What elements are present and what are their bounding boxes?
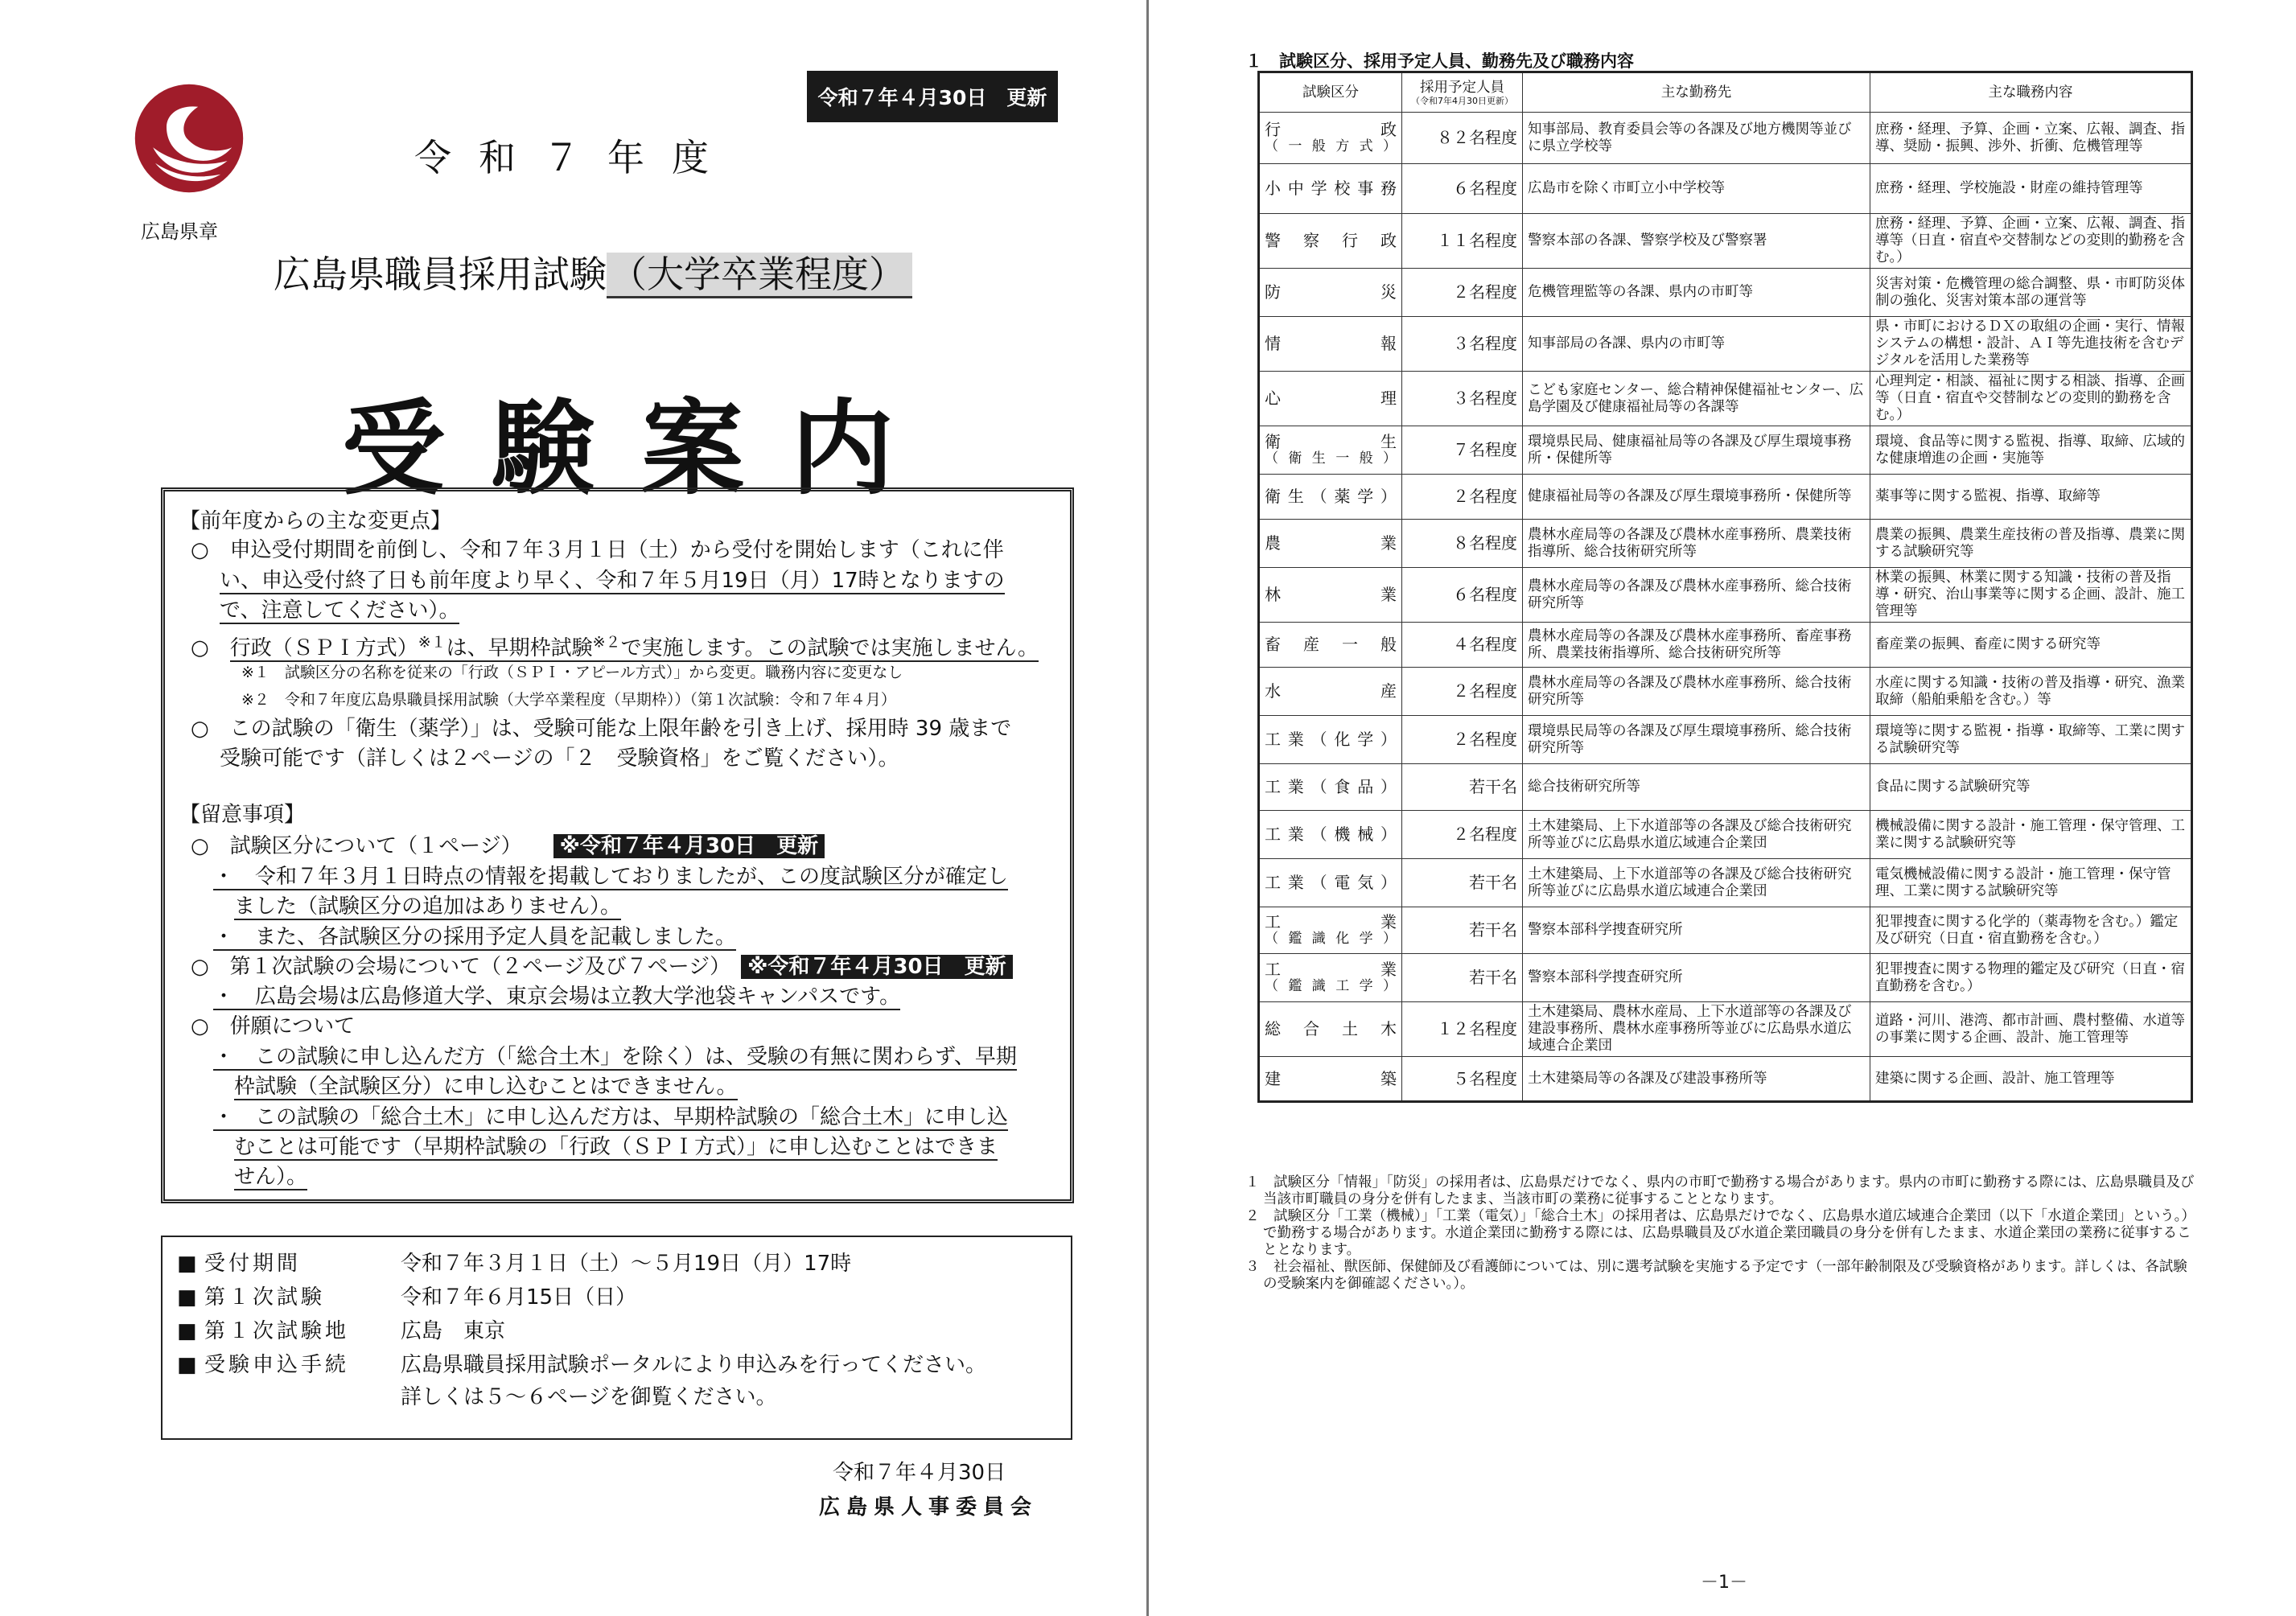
header-workplace: 主な勤務先 (1523, 72, 1870, 113)
table-row (1259, 317, 2192, 372)
row-count: 若干名 (1402, 907, 1523, 954)
page-number: －1－ (1701, 1573, 1747, 1593)
change-item: ○ この試験の「衛生（薬学）」は、受験可能な上限年齢を引き上げ、採用時 39 歳まで (191, 717, 1012, 741)
row-category: 工業 （鑑識化学） (1259, 907, 1402, 954)
row-duties: 庶務・経理、予算、企画・立案、広報、調査、指導等（日直・宿直や交替制などの変則的勤務を含む。） (1870, 214, 2192, 269)
table-row (1259, 475, 2192, 520)
fiscal-year: 令和７年度 (414, 136, 736, 179)
row-count: ４名程度 (1402, 623, 1523, 668)
row-duties: 薬事等に関する監視、指導、取締等 (1870, 475, 2192, 520)
table-row (1259, 623, 2192, 668)
note-item: 枠試験（全試験区分）に申し込むことはできません。 (234, 1075, 738, 1099)
table-row (1259, 113, 2192, 164)
row-category: 林業 (1259, 568, 1402, 623)
row-count: ７名程度 (1402, 426, 1523, 475)
row-duties: 環境等に関する監視・指導・取締等、工業に関する試験研究等 (1870, 716, 2192, 764)
row-duties: 犯罪捜査に関する化学的（薬毒物を含む。）鑑定及び研究（日直・宿直勤務を含む。） (1870, 907, 2192, 954)
schedule-extra: 詳しくは５～６ページを御覧ください。 (401, 1385, 777, 1409)
row-workplace: 警察本部科学捜査研究所 (1523, 954, 1870, 1002)
row-duties: 建築に関する企画、設計、施工管理等 (1870, 1057, 2192, 1102)
row-category: 畜産一般 (1259, 623, 1402, 668)
row-category: 農業 (1259, 520, 1402, 568)
footer-date: 令和７年４月30日 (833, 1461, 1006, 1485)
note-item: ・ 広島会場は広島修道大学、東京会場は立教大学池袋キャンパスです。 (213, 985, 901, 1009)
note-item: ・ 令和７年３月１日時点の情報を掲載しておりましたが、この度試験区分が確定し (213, 865, 1009, 889)
exam-title-main: 広島県職員採用試験 (274, 253, 607, 296)
table-note: ３ 社会福祉、獣医師、保健師及び看護師については、別に選考試験を実施する予定です（一部年齢制限及び受験資格があります。詳しくは、各試験の受験案内を御確認ください。）。 (1245, 1259, 2187, 1292)
row-category: 水産 (1259, 668, 1402, 716)
square-bullet-icon: ■ (177, 1319, 197, 1343)
row-count: ２名程度 (1402, 811, 1523, 859)
change-footnote: ※２ 令和７年度広島県職員採用試験（大学卒業程度（早期枠））（第１次試験：令和７年４月） (241, 691, 896, 709)
row-category: 心理 (1259, 372, 1402, 426)
row-workplace: 農林水産局等の各課及び農林水産事務所、総合技術研究所等 (1523, 668, 1870, 716)
emblem-caption: 広島県章 (141, 220, 218, 243)
table-row (1259, 764, 2192, 811)
updated-badge: 令和７年４月30日 更新 (807, 71, 1058, 122)
row-workplace: こども家庭センター、総合精神保健福祉センター、広島学園及び健康福祉局等の各課等 (1523, 372, 1870, 426)
row-category: 小中学校事務 (1259, 164, 1402, 214)
table-note: ２ 試験区分「工業（機械）」「工業（電気）」「総合土木」の採用者は、広島県だけでなく、広島県水道広域連合企業団（以下「水道企業団」という。）で勤務する場合があります。水道企業団に勤務する際には、広島県職員及び水道企業団職員の身分を併有したまま、水道企業団の業務に従事することとなります。 (1245, 1208, 2191, 1258)
row-category: 工業（食品） (1259, 764, 1402, 811)
row-count: １２名程度 (1402, 1002, 1523, 1057)
row-count: ２名程度 (1402, 716, 1523, 764)
schedule-box (161, 1236, 1072, 1440)
row-count: 若干名 (1402, 859, 1523, 907)
row-duties: 機械設備に関する設計・施工管理・保守管理、工業に関する試験研究等 (1870, 811, 2192, 859)
row-workplace: 土木建築局等の各課及び建設事務所等 (1523, 1057, 1870, 1102)
row-count: ６名程度 (1402, 568, 1523, 623)
row-workplace: 土木建築局、上下水道部等の各課及び総合技術研究所等並びに広島県水道広域連合企業団 (1523, 859, 1870, 907)
row-workplace: 農林水産局等の各課及び農林水産事務所、農業技術指導所、総合技術研究所等 (1523, 520, 1870, 568)
square-bullet-icon: ■ (177, 1285, 197, 1310)
row-workplace: 健康福祉局等の各課及び厚生環境事務所・保健所等 (1523, 475, 1870, 520)
table-header-row (1259, 72, 2192, 113)
row-count: ２名程度 (1402, 269, 1523, 317)
row-duties: 犯罪捜査に関する物理的鑑定及び研究（日直・宿直勤務を含む。） (1870, 954, 2192, 1002)
row-category: 工業 （鑑識工学） (1259, 954, 1402, 1002)
exam-category-table (1257, 71, 2193, 1103)
table-row (1259, 811, 2192, 859)
row-workplace: 環境県民局、健康福祉局等の各課及び厚生環境事務所・保健所等 (1523, 426, 1870, 475)
table-heading: １ 試験区分、採用予定人員、勤務先及び職務内容 (1245, 51, 1634, 71)
row-category: 工業（化学） (1259, 716, 1402, 764)
change-item: 受験可能です（詳しくは２ページの「２ 受験資格」をご覧ください）。 (220, 746, 899, 771)
row-workplace: 知事部局の各課、県内の市町等 (1523, 317, 1870, 372)
table-row (1259, 1002, 2192, 1057)
exam-title (274, 245, 912, 298)
header-category: 試験区分 (1259, 72, 1402, 113)
row-count: ５名程度 (1402, 1057, 1523, 1102)
row-count: 若干名 (1402, 764, 1523, 811)
row-workplace: 総合技術研究所等 (1523, 764, 1870, 811)
row-category: 工業（電気） (1259, 859, 1402, 907)
table-row (1259, 716, 2192, 764)
table-row (1259, 859, 2192, 907)
row-workplace: 農林水産局等の各課及び農林水産事務所、総合技術研究所等 (1523, 568, 1870, 623)
schedule-row: ■ 第１次試験地 広島 東京 (177, 1319, 506, 1343)
row-duties: 食品に関する試験研究等 (1870, 764, 2192, 811)
change-item: ○ 申込受付期間を前倒し、令和７年３月１日（土）から受付を開始します（これに伴 (191, 538, 1004, 562)
row-count: ６名程度 (1402, 164, 1523, 214)
row-duties: 水産に関する知識・技術の普及指導・研究、漁業取締（船舶乗船を含む。）等 (1870, 668, 2192, 716)
table-row (1259, 164, 2192, 214)
hiroshima-emblem-icon (133, 82, 245, 195)
table-row (1259, 1057, 2192, 1102)
row-category: 建築 (1259, 1057, 1402, 1102)
row-workplace: 警察本部の各課、警察学校及び警察署 (1523, 214, 1870, 269)
row-workplace: 土木建築局、農林水産局、上下水道部等の各課及び建設事務所、農林水産事務所等並びに広島県水道広域連合企業団 (1523, 1002, 1870, 1057)
footer-org: 広島県人事委員会 (819, 1495, 1039, 1519)
change-footnote: ※１ 試験区分の名称を従来の「行政（ＳＰＩ・アピール方式）」から変更。職務内容に変更なし (241, 664, 903, 681)
table-notes (1245, 1174, 2195, 1293)
row-duties: 環境、食品等に関する監視、指導、取締、広域的な健康増進の企画・実施等 (1870, 426, 2192, 475)
row-workplace: 広島市を除く市町立小中学校等 (1523, 164, 1870, 214)
table-row (1259, 214, 2192, 269)
row-duties: 畜産業の振興、畜産に関する研究等 (1870, 623, 2192, 668)
row-workplace: 環境県民局等の各課及び厚生環境事務所、総合技術研究所等 (1523, 716, 1870, 764)
row-duties: 県・市町におけるＤＸの取組の企画・実行、情報システムの構想・設計、ＡＩ等先進技術を含むデジタルを活用した業務等 (1870, 317, 2192, 372)
note-item: せん）。 (234, 1165, 308, 1189)
note-item: ○ 試験区分について（１ページ） ※令和７年４月30日 更新 (191, 833, 825, 860)
row-duties: 庶務・経理、学校施設・財産の維持管理等 (1870, 164, 2192, 214)
update-badge: ※令和７年４月30日 更新 (741, 955, 1012, 979)
row-category: 衛生（薬学） (1259, 475, 1402, 520)
table-note: １ 試験区分「情報」「防災」の採用者は、広島県だけでなく、県内の市町で勤務する場合があります。県内の市町に勤務する際には、広島県職員及び当該市町職員の身分を併有したまま、当該市町の業務に従事することとなります。 (1245, 1174, 2195, 1207)
table-row (1259, 372, 2192, 426)
update-badge: ※令和７年４月30日 更新 (553, 834, 825, 858)
row-category: 衛生 （衛生一般） (1259, 426, 1402, 475)
row-workplace: 知事部局、教育委員会等の各課及び地方機関等並びに県立学校等 (1523, 113, 1870, 164)
schedule-row: ■ 第１次試験 令和７年６月15日（日） (177, 1285, 637, 1310)
row-count: ２名程度 (1402, 475, 1523, 520)
row-duties: 電気機械設備に関する設計・施工管理・保守管理、工業に関する試験研究等 (1870, 859, 2192, 907)
table-row (1259, 269, 2192, 317)
row-duties: 林業の振興、林業に関する知識・技術の普及指導・研究、治山事業等に関する企画、設計、施工管理等 (1870, 568, 2192, 623)
row-duties: 庶務・経理、予算、企画・立案、広報、調査、指導、奨励・振興、渉外、折衝、危機管理等 (1870, 113, 2192, 164)
header-count: 採用予定人員 （令和7年4月30日更新） (1402, 72, 1523, 113)
row-category: 警察行政 (1259, 214, 1402, 269)
note-item: ・ この試験の「総合土木」に申し込んだ方は、早期枠試験の「総合土木」に申し込 (213, 1105, 1009, 1129)
row-count: ８名程度 (1402, 520, 1523, 568)
note-item: ○ 第１次試験の会場について（２ページ及び７ページ） ※令和７年４月30日 更新 (191, 953, 1013, 981)
row-duties: 農業の振興、農業生産技術の普及指導、農業に関する試験研究等 (1870, 520, 2192, 568)
change-item: で、注意してください）。 (220, 598, 460, 623)
row-duties: 心理判定・相談、福祉に関する相談、指導、企画等（日直・宿直や交替制などの変則的勤務を含む。） (1870, 372, 2192, 426)
table-row (1259, 907, 2192, 954)
exam-title-level: （大学卒業程度） (607, 253, 912, 298)
row-category: 情報 (1259, 317, 1402, 372)
table-row (1259, 668, 2192, 716)
note-item: ました（試験区分の追加はありません）。 (234, 894, 622, 919)
row-count: ２名程度 (1402, 668, 1523, 716)
row-count: ３名程度 (1402, 317, 1523, 372)
schedule-row: ■ 受験申込手続 広島県職員採用試験ポータルにより申込みを行ってください。 (177, 1353, 987, 1377)
table-row (1259, 520, 2192, 568)
table-page (1149, 0, 2296, 1616)
note-item: ・ また、各試験区分の採用予定人員を記載しました。 (213, 925, 737, 949)
row-category: 工業（機械） (1259, 811, 1402, 859)
row-workplace: 警察本部科学捜査研究所 (1523, 907, 1870, 954)
row-count: ３名程度 (1402, 372, 1523, 426)
header-duties: 主な職務内容 (1870, 72, 2192, 113)
changes-box (161, 487, 1074, 1203)
note-item: むことは可能です（早期枠試験の「行政（ＳＰＩ方式）」に申し込むことはできま (234, 1135, 998, 1159)
row-category: 行政 （一般方式） (1259, 113, 1402, 164)
row-duties: 道路・河川、港湾、都市計画、農村整備、水道等の事業に関する企画、設計、施工管理等 (1870, 1002, 2192, 1057)
row-workplace: 農林水産局等の各課及び農林水産事務所、畜産事務所、農業技術指導所、総合技術研究所等 (1523, 623, 1870, 668)
square-bullet-icon: ■ (177, 1252, 197, 1276)
table-row (1259, 568, 2192, 623)
table-row (1259, 954, 2192, 1002)
row-count: ８２名程度 (1402, 113, 1523, 164)
row-duties: 災害対策・危機管理の総合調整、県・市町防災体制の強化、災害対策本部の運営等 (1870, 269, 2192, 317)
row-category: 防災 (1259, 269, 1402, 317)
table-row (1259, 426, 2192, 475)
note-item: ・ この試験に申し込んだ方（「総合土木」を除く）は、受験の有無に関わらず、早期 (213, 1045, 1017, 1069)
row-workplace: 危機管理監等の各課、県内の市町等 (1523, 269, 1870, 317)
row-count: １１名程度 (1402, 214, 1523, 269)
row-count: 若干名 (1402, 954, 1523, 1002)
row-workplace: 土木建築局、上下水道部等の各課及び総合技術研究所等並びに広島県水道広域連合企業団 (1523, 811, 1870, 859)
changes-heading: 【前年度からの主な変更点】 (179, 509, 452, 533)
row-category: 総合土木 (1259, 1002, 1402, 1057)
schedule-row: ■ 受付期間 令和７年３月１日（土）～５月19日（月）17時 (177, 1252, 852, 1276)
change-item: い、申込受付終了日も前年度より早く、令和７年５月19日（月）17時となりますの (220, 569, 1005, 593)
square-bullet-icon: ■ (177, 1353, 197, 1377)
guide-title: 受験案内 (342, 389, 941, 509)
change-item: ○ 行政（ＳＰＩ方式）$^{※1}$は、早期枠試験$^{※2}$で実施します。この試験では実施しません。 (191, 633, 1039, 660)
note-item: ○ 併願について (191, 1014, 356, 1038)
notes-heading: 【留意事項】 (179, 803, 306, 827)
